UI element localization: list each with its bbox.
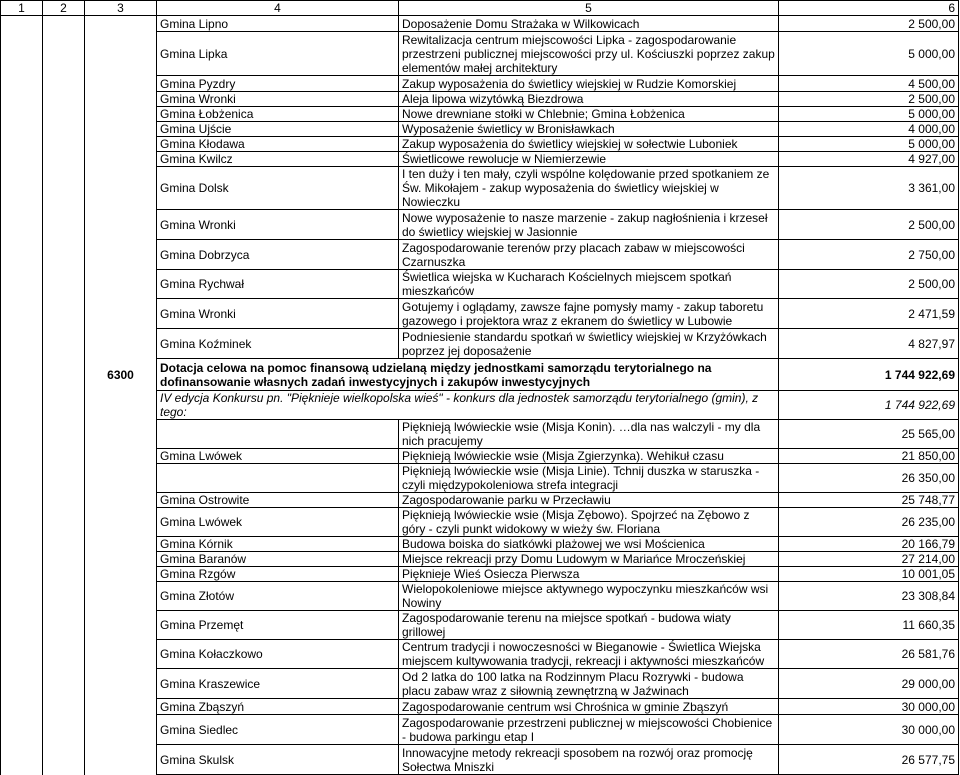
gmina-cell [157, 420, 399, 449]
cell-empty [1, 240, 43, 270]
cell-empty [1, 640, 43, 669]
gmina-cell: Gmina Łobżenica [157, 107, 399, 122]
table-row [1, 537, 959, 552]
cell-empty [1, 699, 43, 715]
edycja-amount: 1 744 922,69 [779, 391, 959, 420]
gmina-cell: Gmina Kołaczkowo [157, 640, 399, 669]
cell-empty [1, 270, 43, 299]
description-cell: Świetlica wiejska w Kucharach Kościelnych miejscem spotkań mieszkańców [399, 270, 779, 299]
table-row [1, 152, 959, 167]
table-row [1, 76, 959, 92]
amount-cell: 11 660,35 [779, 611, 959, 640]
cell-empty [85, 92, 157, 107]
cell-empty [43, 669, 85, 699]
gmina-cell: Gmina Rychwał [157, 270, 399, 299]
cell-empty [85, 152, 157, 167]
amount-cell: 26 581,76 [779, 640, 959, 669]
amount-cell: 27 214,00 [779, 552, 959, 567]
description-cell: I ten duży i ten mały, czyli wspólne kolędowanie przed spotkaniem ze Św. Mikołajem - zakup wyposażenia do świetlicy wiejskiej w Nowieczku [399, 167, 779, 210]
amount-cell: 26 577,75 [779, 745, 959, 775]
cell-empty [43, 464, 85, 493]
cell-empty [85, 669, 157, 699]
table-row [1, 640, 959, 669]
amount-cell: 4 000,00 [779, 122, 959, 137]
gmina-cell: Gmina Skulsk [157, 745, 399, 775]
amount-cell: 5 000,00 [779, 137, 959, 152]
table-row [1, 582, 959, 611]
table-row [1, 699, 959, 715]
description-cell: Nowe wyposażenie to nasze marzenie - zakup nagłośnienia i krzeseł do świetlicy wiejskiej w Jasionnie [399, 210, 779, 240]
cell-empty [85, 329, 157, 359]
cell-empty [85, 16, 157, 32]
cell-empty [1, 420, 43, 449]
cell-empty [1, 152, 43, 167]
cell-empty [43, 137, 85, 152]
cell-empty [85, 611, 157, 640]
gmina-cell: Gmina Dolsk [157, 167, 399, 210]
cell-empty [43, 240, 85, 270]
description-cell: Centrum tradycji i nowoczesności w Bieganowie - Świetlica Wiejska miejscem kultywowania tradycji, rekreacji i aktywności mieszkańców [399, 640, 779, 669]
gmina-cell: Gmina Wronki [157, 299, 399, 329]
table-row [1, 16, 959, 32]
table-row [1, 329, 959, 359]
table-row [1, 493, 959, 508]
cell-empty [85, 715, 157, 745]
cell-empty [43, 493, 85, 508]
cell-empty [85, 582, 157, 611]
cell-empty [43, 715, 85, 745]
cell-empty [1, 137, 43, 152]
cell-empty [43, 92, 85, 107]
cell-empty [85, 420, 157, 449]
table-row [1, 552, 959, 567]
gmina-cell: Gmina Przemęt [157, 611, 399, 640]
amount-cell: 2 500,00 [779, 16, 959, 32]
amount-cell: 5 000,00 [779, 107, 959, 122]
cell-empty [1, 391, 43, 420]
cell-empty [43, 152, 85, 167]
cell-empty [1, 449, 43, 464]
gmina-cell: Gmina Ujście [157, 122, 399, 137]
gmina-cell: Gmina Siedlec [157, 715, 399, 745]
col-number-1: 1 [1, 1, 43, 16]
cell-empty [1, 107, 43, 122]
description-cell: Podniesienie standardu spotkań w świetlicy wiejskiej w Krzyżówkach poprzez jej doposażenie [399, 329, 779, 359]
amount-cell: 4 927,00 [779, 152, 959, 167]
cell-empty [85, 449, 157, 464]
cell-empty [85, 745, 157, 775]
cell-empty [1, 669, 43, 699]
cell-empty [85, 567, 157, 582]
cell-empty [1, 167, 43, 210]
cell-empty [1, 493, 43, 508]
cell-empty [43, 552, 85, 567]
amount-cell: 21 850,00 [779, 449, 959, 464]
description-cell: Rewitalizacja centrum miejscowości Lipka - zagospodarowanie przestrzeni publicznej miejscowości przy ul. Kościuszki poprzez zakup elementów małej architektury [399, 32, 779, 76]
description-cell: Zagospodarowanie terenu na miejsce spotkań - budowa wiaty grillowej [399, 611, 779, 640]
cell-empty [43, 537, 85, 552]
amount-cell: 25 748,77 [779, 493, 959, 508]
cell-empty [1, 16, 43, 32]
amount-cell: 5 000,00 [779, 32, 959, 76]
cell-empty [85, 270, 157, 299]
table-row [1, 299, 959, 329]
cell-empty [1, 92, 43, 107]
col-number-4: 4 [157, 1, 399, 16]
section-code: 6300 [85, 359, 157, 391]
amount-cell: 3 361,00 [779, 167, 959, 210]
amount-cell: 4 500,00 [779, 76, 959, 92]
cell-empty [1, 582, 43, 611]
cell-empty [43, 107, 85, 122]
cell-empty [85, 137, 157, 152]
col-number-6: 6 [779, 1, 959, 16]
amount-cell: 2 750,00 [779, 240, 959, 270]
description-cell: Gotujemy i oglądamy, zawsze fajne pomysły mamy - zakup taboretu gazowego i projektora wraz z ekranem do świetlicy w Lubowie [399, 299, 779, 329]
table-row [1, 122, 959, 137]
table-row [1, 745, 959, 775]
table-row [1, 107, 959, 122]
amount-cell: 10 001,05 [779, 567, 959, 582]
table-row [1, 420, 959, 449]
amount-cell: 2 500,00 [779, 92, 959, 107]
gmina-cell: Gmina Kwilcz [157, 152, 399, 167]
gmina-cell: Gmina Złotów [157, 582, 399, 611]
table-row [1, 464, 959, 493]
gmina-cell: Gmina Kraszewice [157, 669, 399, 699]
cell-empty [43, 508, 85, 537]
description-cell: Miejsce rekreacji przy Domu Ludowym w Mariańce Mroczeńskiej [399, 552, 779, 567]
col-number-5: 5 [399, 1, 779, 16]
description-cell: Pięknieją lwówieckie wsie (Misja Konin). …dla nas walczyli - my dla nich pracujemy [399, 420, 779, 449]
description-cell: Zakup wyposażenia do świetlicy wiejskiej w Rudzie Komorskiej [399, 76, 779, 92]
gmina-cell: Gmina Pyzdry [157, 76, 399, 92]
cell-empty [43, 420, 85, 449]
cell-empty [85, 537, 157, 552]
gmina-cell: Gmina Baranów [157, 552, 399, 567]
cell-empty [1, 76, 43, 92]
description-cell: Zagospodarowanie centrum wsi Chrośnica w gminie Zbąszyń [399, 699, 779, 715]
gmina-cell: Gmina Dobrzyca [157, 240, 399, 270]
table-row [1, 240, 959, 270]
amount-cell: 2 500,00 [779, 270, 959, 299]
cell-empty [43, 122, 85, 137]
cell-empty [85, 391, 157, 420]
description-cell: Świetlicowe rewolucje w Niemierzewie [399, 152, 779, 167]
description-cell: Nowe drewniane stołki w Chlebnie; Gmina Łobżenica [399, 107, 779, 122]
cell-empty [1, 359, 43, 391]
cell-empty [85, 699, 157, 715]
dotacja-amount: 1 744 922,69 [779, 359, 959, 391]
amount-cell: 25 565,00 [779, 420, 959, 449]
description-cell: Zagospodarowanie parku w Przecławiu [399, 493, 779, 508]
description-cell: Budowa boiska do siatkówki plażowej we wsi Mościenica [399, 537, 779, 552]
table-row [1, 449, 959, 464]
gmina-cell: Gmina Lipka [157, 32, 399, 76]
cell-empty [85, 76, 157, 92]
table-row [1, 611, 959, 640]
cell-empty [1, 715, 43, 745]
cell-empty [1, 122, 43, 137]
description-cell: Pięknieją lwówieckie wsie (Misja Linie). Tchnij duszka w staruszka - czyli międzypokoleniowa strefa integracji [399, 464, 779, 493]
description-cell: Pięknieją lwówieckie wsie (Misja Zgierzynka). Wehikuł czasu [399, 449, 779, 464]
cell-empty [1, 567, 43, 582]
gmina-cell: Gmina Ostrowite [157, 493, 399, 508]
cell-empty [1, 508, 43, 537]
gmina-cell [157, 464, 399, 493]
cell-empty [43, 32, 85, 76]
column-number-row [1, 1, 959, 16]
cell-empty [43, 167, 85, 210]
description-cell: Aleja lipowa wizytówką Biezdrowa [399, 92, 779, 107]
cell-empty [43, 640, 85, 669]
cell-empty [85, 32, 157, 76]
edycja-row [1, 391, 959, 420]
cell-empty [1, 329, 43, 359]
cell-empty [43, 329, 85, 359]
gmina-cell: Gmina Lwówek [157, 508, 399, 537]
amount-cell: 26 350,00 [779, 464, 959, 493]
description-cell: Innowacyjne metody rekreacji sposobem na rozwój oraz promocję Sołectwa Mniszki [399, 745, 779, 775]
amount-cell: 30 000,00 [779, 715, 959, 745]
description-cell: Pięknieje Wieś Osiecza Pierwsza [399, 567, 779, 582]
table-row [1, 270, 959, 299]
description-cell: Wyposażenie świetlicy w Bronisławkach [399, 122, 779, 137]
cell-empty [85, 464, 157, 493]
cell-empty [85, 493, 157, 508]
cell-empty [1, 210, 43, 240]
edycja-description: IV edycja Konkursu pn. "Pięknieje wielkopolska wieś" - konkurs dla jednostek samorządu terytorialnego (gmin), z tego: [157, 391, 779, 420]
cell-empty [1, 537, 43, 552]
cell-empty [43, 270, 85, 299]
description-cell: Od 2 latka do 100 latka na Rodzinnym Placu Rozrywki - budowa placu zabaw wraz z siłownią zewnętrzną w Jaźwinach [399, 669, 779, 699]
amount-cell: 30 000,00 [779, 699, 959, 715]
description-cell: Pięknieją lwówieckie wsie (Misja Zębowo). Spojrzeć na Zębowo z góry - czyli punkt widokowy w wieży św. Floriana [399, 508, 779, 537]
cell-empty [43, 391, 85, 420]
col-number-3: 3 [85, 1, 157, 16]
cell-empty [43, 76, 85, 92]
description-cell: Zagospodarowanie terenów przy placach zabaw w miejscowości Czarnuszka [399, 240, 779, 270]
cell-empty [1, 299, 43, 329]
amount-cell: 20 166,79 [779, 537, 959, 552]
amount-cell: 4 827,97 [779, 329, 959, 359]
cell-empty [43, 299, 85, 329]
cell-empty [43, 449, 85, 464]
cell-empty [1, 611, 43, 640]
cell-empty [43, 699, 85, 715]
gmina-cell: Gmina Rzgów [157, 567, 399, 582]
table-row [1, 715, 959, 745]
table-row [1, 508, 959, 537]
gmina-cell: Gmina Koźminek [157, 329, 399, 359]
cell-empty [85, 210, 157, 240]
gmina-cell: Gmina Kórnik [157, 537, 399, 552]
col-number-2: 2 [43, 1, 85, 16]
amount-cell: 26 235,00 [779, 508, 959, 537]
table-row [1, 167, 959, 210]
amount-cell: 23 308,84 [779, 582, 959, 611]
description-cell: Doposażenie Domu Strażaka w Wilkowicach [399, 16, 779, 32]
cell-empty [85, 552, 157, 567]
cell-empty [85, 122, 157, 137]
table-row [1, 92, 959, 107]
cell-empty [1, 464, 43, 493]
cell-empty [43, 611, 85, 640]
dotacja-row [1, 359, 959, 391]
gmina-cell: Gmina Zbąszyń [157, 699, 399, 715]
cell-empty [1, 552, 43, 567]
amount-cell: 2 500,00 [779, 210, 959, 240]
table-row [1, 137, 959, 152]
gmina-cell: Gmina Lwówek [157, 449, 399, 464]
cell-empty [43, 567, 85, 582]
amount-cell: 2 471,59 [779, 299, 959, 329]
cell-empty [85, 240, 157, 270]
cell-empty [85, 107, 157, 122]
cell-empty [1, 32, 43, 76]
cell-empty [43, 210, 85, 240]
gmina-cell: Gmina Kłodawa [157, 137, 399, 152]
gmina-cell: Gmina Lipno [157, 16, 399, 32]
gmina-cell: Gmina Wronki [157, 210, 399, 240]
cell-empty [85, 167, 157, 210]
table-row [1, 32, 959, 76]
cell-empty [85, 508, 157, 537]
cell-empty [43, 582, 85, 611]
cell-empty [43, 359, 85, 391]
gmina-cell: Gmina Wronki [157, 92, 399, 107]
dotacja-description: Dotacja celowa na pomoc finansową udzielaną między jednostkami samorządu terytorialnego na dofinansowanie własnych zadań inwestycyjnych i zakupów inwestycyjnych [157, 359, 779, 391]
cell-empty [1, 745, 43, 775]
cell-empty [43, 16, 85, 32]
table-row [1, 210, 959, 240]
cell-empty [85, 299, 157, 329]
cell-empty [85, 640, 157, 669]
table-row [1, 567, 959, 582]
description-cell: Wielopokoleniowe miejsce aktywnego wypoczynku mieszkańców wsi Nowiny [399, 582, 779, 611]
description-cell: Zagospodarowanie przestrzeni publicznej w miejscowości Chobienice - budowa parkingu etap I [399, 715, 779, 745]
amount-cell: 29 000,00 [779, 669, 959, 699]
cell-empty [43, 745, 85, 775]
description-cell: Zakup wyposażenia do świetlicy wiejskiej w sołectwie Luboniek [399, 137, 779, 152]
table-row [1, 669, 959, 699]
